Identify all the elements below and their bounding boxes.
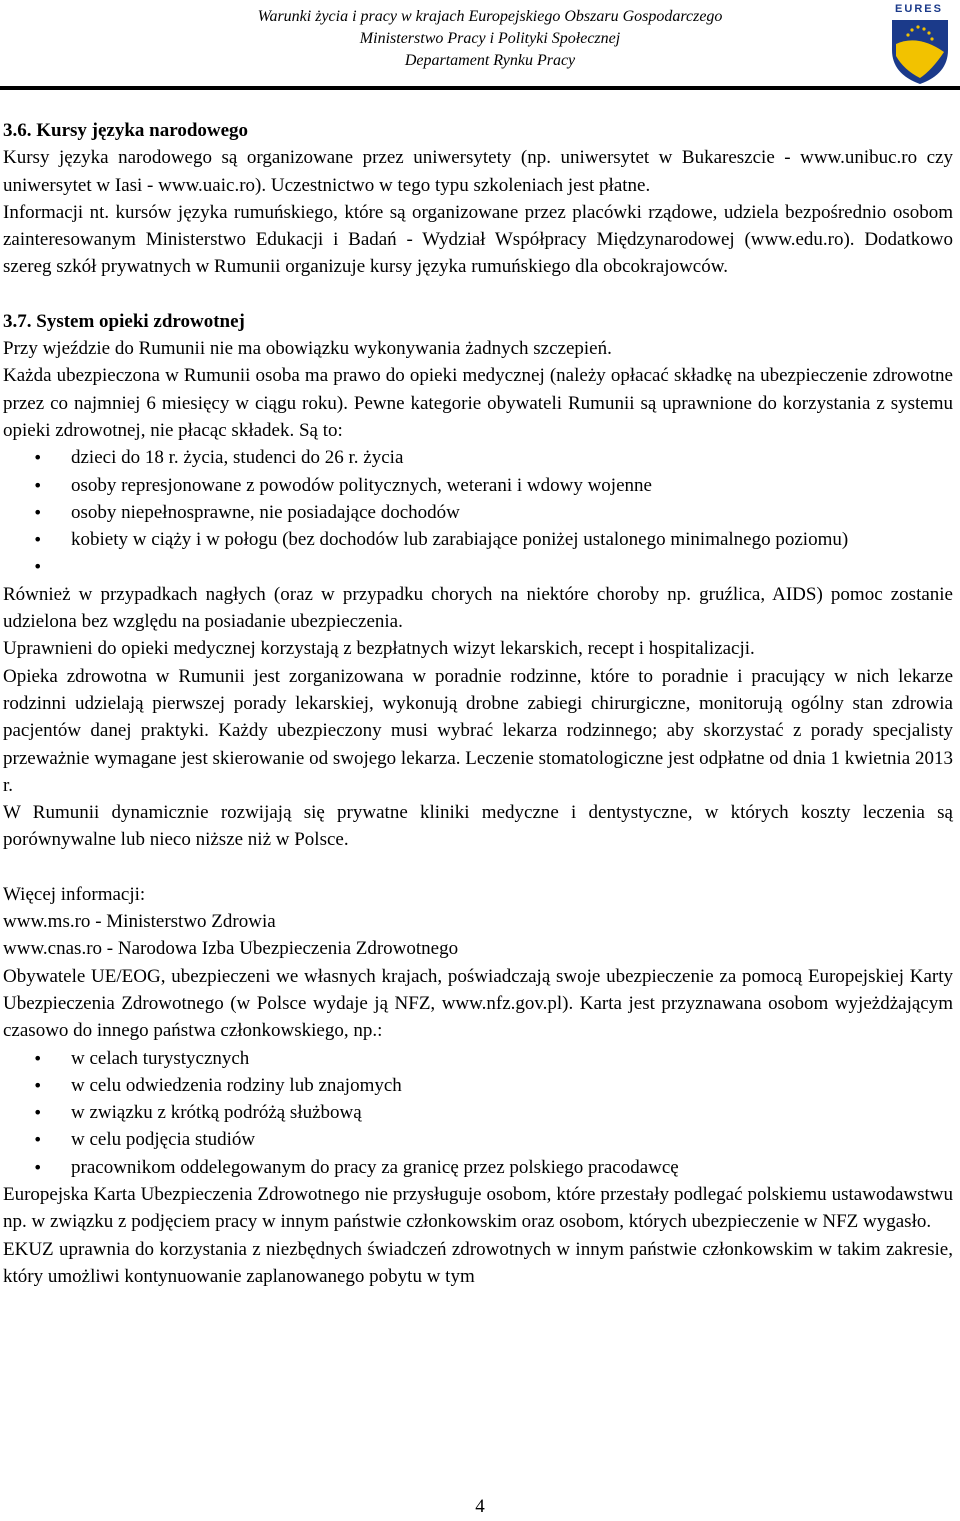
section-3-7-paragraph-5: Opieka zdrowotna w Rumunii jest zorganizowana w poradnie rodzinne, które to poradnie i pracujący w nich lekarze rodzinni udzielają pierwszej porady lekarskiej, wykonują drobne zabiegi chirurgiczne, monitorują ogólny stan zdrowia pacjentów danej praktyki. Każdy ubezpieczony musi wybrać lekarza rodzinnego; aby skorzystać z porady specjalisty przeważnie wymagane jest skierowanie od swojego lekarza. Leczenie stomatologiczne jest odpłatne od dnia 1 kwietnia 2013 r. [3,665,953,796]
eures-logo-icon [882,0,956,86]
more-info-label: Więcej informacji: [3,883,146,905]
spacer [3,281,953,308]
section-3-7-paragraph-7: Obywatele UE/EOG, ubezpieczeni we własnych krajach, poświadczają swoje ubezpieczenie za pomocą Europejskiej Karty Ubezpieczenia Zdrowotnego (w Polsce wydaje ją NFZ, www.nfz.gov.pl). Karta jest przyznawana osobom wyjeżdżającym czasowo do innego państwa członkowskiego, np.: [3,965,953,1042]
section-3-7-paragraph-3: Również w przypadkach nagłych (oraz w przypadku chorych na niektóre choroby np. gruźlica, AIDS) pomoc zostanie udzielona bez względu na posiadanie ubezpieczenia. [3,583,953,633]
link-cnas-ro-description: - Narodowa Izba Ubezpieczenia Zdrowotnego [102,938,459,960]
header-text [140,6,840,72]
link-ms-ro[interactable]: www.ms.ro [3,911,91,933]
section-3-7-paragraph-8: Europejska Karta Ubezpieczenia Zdrowotnego nie przysługuje osobom, które przestały podlegać polskiemu ustawodawstwu np. w związku z podjęciem pracy w innym państwie członkowskim oraz osobom, których ubezpieczenie w NFZ wygasło. [3,1183,953,1233]
more-info-link-row-2 [3,935,953,962]
page-header [0,0,960,86]
list-item: • osoby represjonowane z powodów politycznych, weterani i wdowy wojenne [3,472,953,499]
list-item-empty [3,553,953,580]
list-item: • w celach turystycznych [3,1045,953,1072]
list-item: • osoby niepełnosprawne, nie posiadające dochodów [3,499,953,526]
ekuz-purposes-list [3,1045,953,1181]
section-3-7-paragraph-9: EKUZ uprawnia do korzystania z niezbędnych świadczeń zdrowotnych w innym państwie członkowskim w takim zakresie, który umożliwi kontynuowanie zaplanowanego pobytu w tym [3,1238,953,1287]
section-3-7-paragraph-6: W Rumunii dynamicznie rozwijają się prywatne kliniki medyczne i dentystyczne, w których koszty leczenia są porównywalne lub nieco niższe niż w Polsce. [3,802,953,851]
header-line-2: Ministerstwo Pracy i Polityki Społecznej [359,30,621,47]
list-item: • w celu odwiedzenia rodziny lub znajomych [3,1072,953,1099]
more-info-link-row-1 [3,908,953,935]
list-item: • w związku z krótką podróżą służbową [3,1099,953,1126]
section-3-6-heading: 3.6. Kursy języka narodowego [3,120,249,141]
section-3-6-paragraph-2: Informacji nt. kursów języka rumuńskiego, które są organizowane przez placówki rządowe, udziela bezpośrednio osobom zainteresowanym Ministerstwo Edukacji i Badań - Wydział Współpracy Międzynarodowej (www.edu.ro). Dodatkowo szereg szkół prywatnych w Rumunii organizuje kursy języka rumuńskiego dla obcokrajowców. [3,201,953,278]
section-3-7-paragraph-2: Każda ubezpieczona w Rumunii osoba ma prawo do opieki medycznej (należy opłacać składkę na ubezpieczenie zdrowotne przez co najmniej 6 miesięcy w ciągu roku). Pewne kategorie obywateli Rumunii są uprawnione do korzystania z systemu opieki zdrowotnej, nie płacąc składek. Są to: [3,365,953,441]
link-ms-ro-description: - Ministerstwo Zdrowia [90,911,276,933]
document-body [3,117,953,1290]
section-3-7-paragraph-1: Przy wjeździe do Rumunii nie ma obowiązku wykonywania żadnych szczepień. [3,338,612,360]
eures-logo [882,0,956,86]
page-number: 4 [475,1496,485,1517]
header-line-1: Warunki życia i pracy w krajach Europejskiego Obszaru Gospodarczego [257,8,723,25]
header-line-3: Departament Rynku Pracy [404,52,576,69]
header-divider [0,86,960,90]
list-item: • w celu podjęcia studiów [3,1126,953,1153]
exempt-categories-list [3,444,953,580]
section-3-7-heading: 3.7. System opieki zdrowotnej [3,310,245,332]
link-cnas-ro[interactable]: www.cnas.ro [3,938,103,960]
list-item: • dzieci do 18 r. życia, studenci do 26 r. życia [3,444,953,471]
spacer [3,854,953,881]
section-3-6-paragraph-1: Kursy języka narodowego są organizowane przez uniwersytety (np. uniwersytet w Bukareszcie - www.unibuc.ro czy uniwersytet w Iasi - www.uaic.ro). Uczestnictwo w tego typu szkoleniach jest płatne. [3,147,953,196]
section-3-7-paragraph-4: Uprawnieni do opieki medycznej korzystają z bezpłatnych wizyt lekarskich, recept i hospitalizacji. [3,638,755,660]
list-item: • pracownikom oddelegowanym do pracy za granicę przez polskiego pracodawcę [3,1154,953,1181]
list-item: • kobiety w ciąży i w połogu (bez dochodów lub zarabiające poniżej ustalonego minimalnego poziomu) [3,526,953,553]
logo-text: EURES [895,3,943,15]
